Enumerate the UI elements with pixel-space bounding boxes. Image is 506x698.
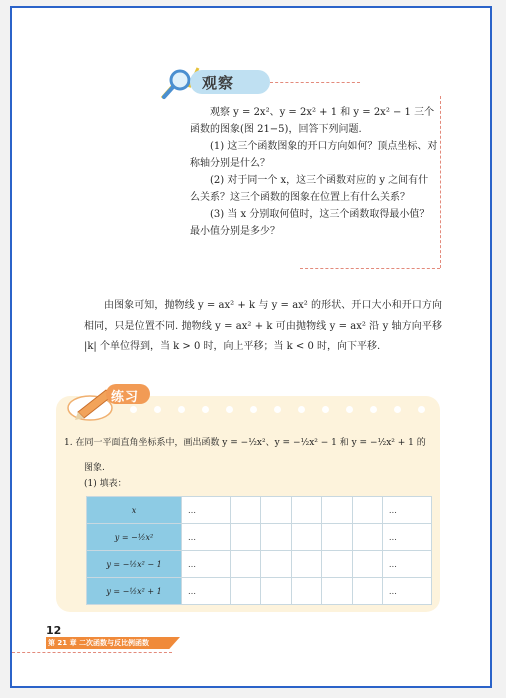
table-cell [261,551,291,578]
observe-header [160,64,450,94]
table-row [87,497,432,524]
table-cell [231,497,261,524]
table-cell: … [182,524,231,551]
table-cell [261,578,291,605]
table-row [87,578,432,605]
table-cell [261,497,291,524]
table-cell: … [182,578,231,605]
table-cell [352,578,382,605]
page-number: 12 [46,624,62,637]
divider-dashed [12,652,172,653]
table-row [87,551,432,578]
exercise-question-1: 1. 在同一平面直角坐标系中，画出函数 y = −½x²、y = −½x² − 1 和 y = −½x² + 1 的 [64,438,426,448]
exercise-dots [130,406,430,414]
divider-dashed [270,82,360,83]
table-cell [352,524,382,551]
table-cell: … [382,524,431,551]
table-cell [322,578,352,605]
exercise-fill-table-prompt: (1) 填表： [84,479,127,489]
table-cell: … [382,497,431,524]
table-cell [231,524,261,551]
table-cell: … [382,551,431,578]
row-header: y = −½x² + 1 [87,578,182,605]
table-cell [231,551,261,578]
table-cell [291,497,321,524]
table-cell [291,551,321,578]
table-cell [291,524,321,551]
value-table [86,496,432,605]
table-cell [231,578,261,605]
table-row [87,524,432,551]
divider-dashed-vertical [440,96,441,268]
exercise-title: 练习 [111,390,140,405]
explanation-paragraph [84,296,442,358]
observe-body [190,104,438,240]
observe-title: 观察 [202,74,235,92]
table-cell [322,524,352,551]
table-cell: … [382,578,431,605]
chapter-title: 第 21 章 二次函数与反比例函数 [48,639,150,647]
observe-question-3: (3) 当 x 分别取何值时，这三个函数取得最小值？最小值分别是多少？ [190,209,430,237]
row-header: y = −½x² − 1 [87,551,182,578]
table-cell [352,551,382,578]
explanation-text: 由图象可知，抛物线 y = ax² + k 与 y = ax² 的形状、开口大小和开口方向相同，只是位置不同. 抛物线 y = ax² + k 可由抛物线 y = ax² 沿 y 轴方向平移 |k| 个单位得到，当 k > 0 时，向上平移；当 k < 0 时，向下平移. [84,300,442,352]
row-header: x [87,497,182,524]
table-cell [322,497,352,524]
row-header: y = −½x² [87,524,182,551]
observe-question-2: (2) 对于同一个 x，这三个函数对应的 y 之间有什么关系？这三个函数的图象在位置上有什么关系？ [190,175,429,203]
table-cell: … [182,497,231,524]
divider-dashed [300,268,440,269]
table-cell [322,551,352,578]
table-cell [261,524,291,551]
table-cell [291,578,321,605]
observe-question-1: (1) 这三个函数图象的开口方向如何？顶点坐标、对称轴分别是什么？ [190,141,438,169]
exercise-question-1-cont: 图象. [84,463,105,473]
table-cell [352,497,382,524]
table-cell: … [182,551,231,578]
observe-intro: 观察 y = 2x²、y = 2x² + 1 和 y = 2x² − 1 三个函数的图象(图 21−5)，回答下列问题. [190,107,435,135]
